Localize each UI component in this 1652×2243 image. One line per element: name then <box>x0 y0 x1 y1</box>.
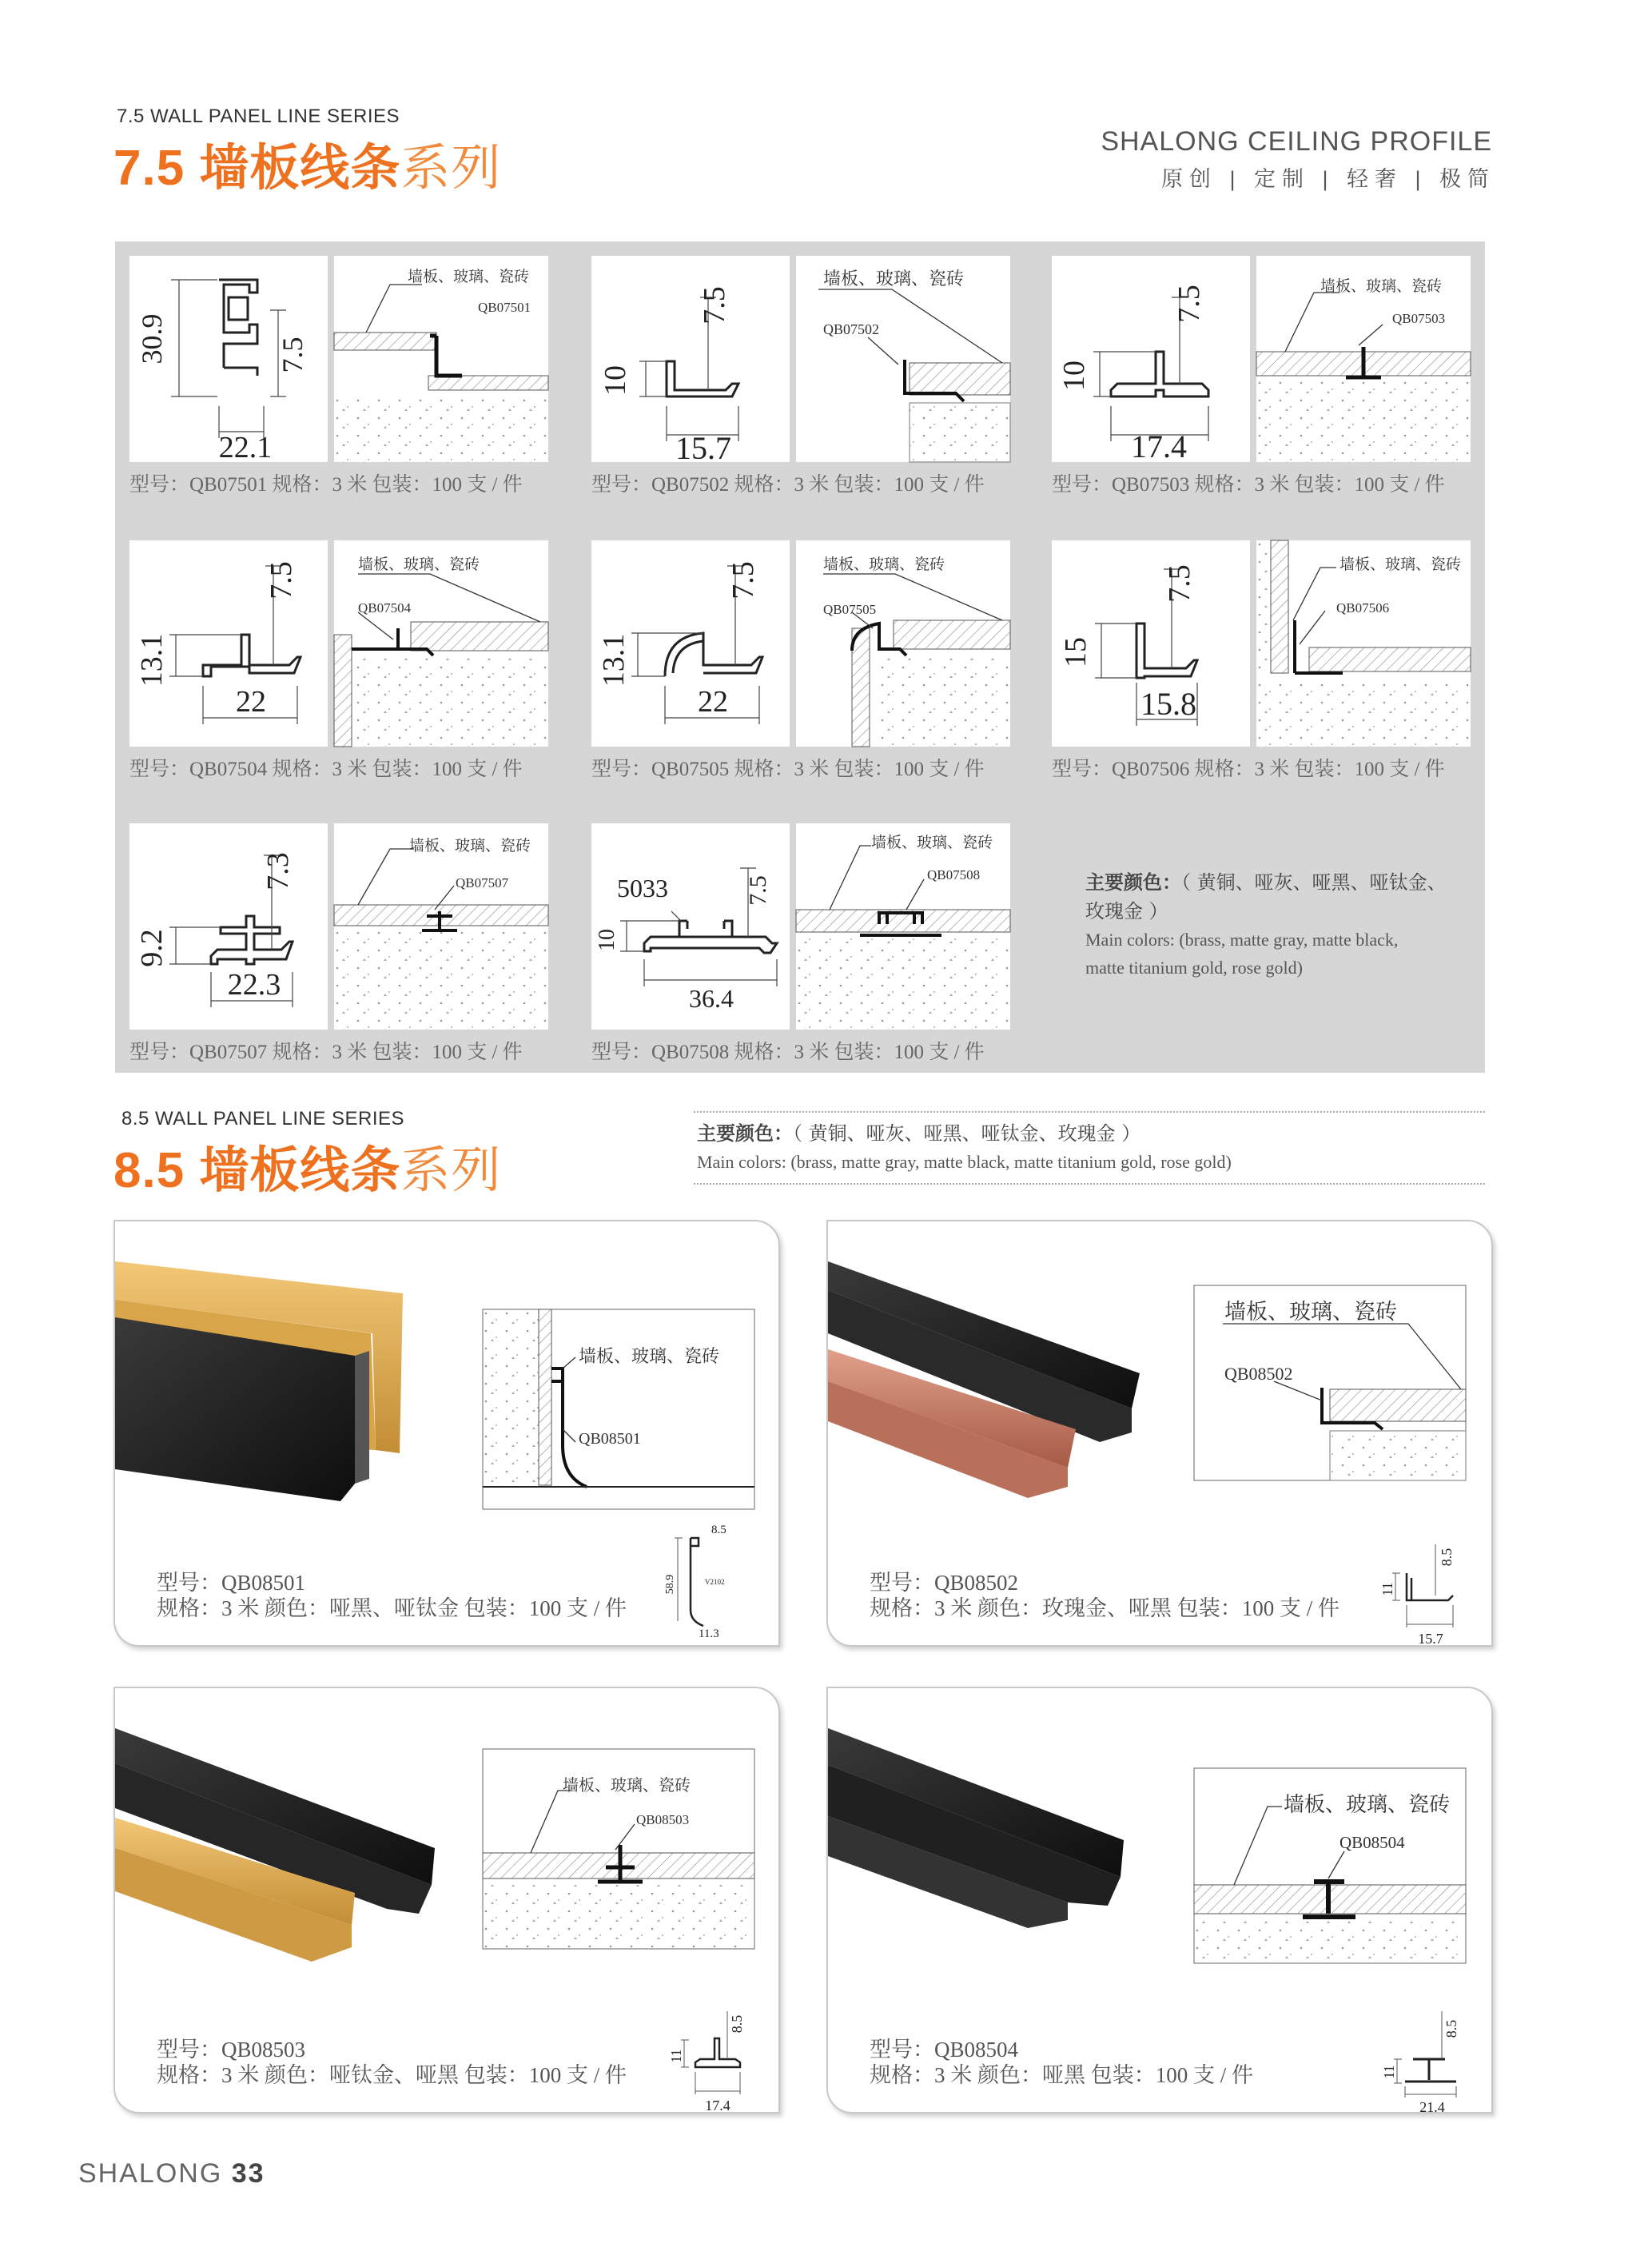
series85-title <box>113 1130 501 1201</box>
dim-width: 17.4 <box>1131 428 1187 464</box>
install-model: QB07501 <box>478 300 531 315</box>
install-model: QB07507 <box>456 875 509 890</box>
product-photo <box>115 1728 451 1984</box>
product-caption: 型号：QB07503 规格：3 米 包装：100 支 / 件 <box>1052 474 1445 496</box>
install-model: QB07506 <box>1336 600 1390 616</box>
dim-lip: 8.5 <box>1443 2019 1459 2038</box>
colors85-cn: （ 黄铜、哑灰、哑黑、哑钛金、玫瑰金 ） <box>793 1122 1141 1145</box>
dim-part-code: 5033 <box>617 874 668 902</box>
install-label: 墙板、玻璃、瓷砖 <box>408 269 530 285</box>
dim-height: 10 <box>1057 361 1091 391</box>
install-label: 墙板、玻璃、瓷砖 <box>358 556 480 573</box>
install-drawing <box>483 1749 754 1949</box>
install-model: QB08504 <box>1340 1833 1405 1852</box>
install-drawing <box>796 540 1010 747</box>
dim-top: 8.5 <box>711 1524 726 1536</box>
dim-lip: 8.5 <box>1439 1548 1455 1567</box>
dim-height: 30.9 <box>136 313 168 365</box>
dimension-drawing <box>129 256 328 462</box>
install-model: QB07508 <box>927 867 981 882</box>
product-card-qb07505 <box>577 526 1025 790</box>
dim-lip: 8.5 <box>729 2014 745 2034</box>
dimension-drawing <box>1052 256 1250 462</box>
dimension-drawing <box>591 540 790 747</box>
dim-lip: 7.5 <box>726 561 760 600</box>
install-label: 墙板、玻璃、瓷砖 <box>1320 278 1443 295</box>
colors85-label: 主要颜色： <box>697 1122 793 1145</box>
install-label: 墙板、玻璃、瓷砖 <box>823 556 945 573</box>
divider-top <box>694 1111 1485 1113</box>
product-card-qb07504 <box>115 526 563 790</box>
dim-width: 22.3 <box>227 968 281 1002</box>
dimension-drawing <box>591 823 790 1030</box>
product-caption: 型号：QB07505 规格：3 米 包装：100 支 / 件 <box>591 759 985 780</box>
colors-en-line2: matte titanium gold, rose gold) <box>1085 958 1303 978</box>
dim-lip: 7.5 <box>745 875 771 906</box>
install-model: QB07502 <box>823 321 880 337</box>
dim-width: 21.4 <box>1419 2099 1445 2115</box>
series85-title-lite: 系列 <box>400 1143 502 1198</box>
product-caption <box>157 2037 627 2088</box>
series75-title <box>113 128 501 199</box>
install-label: 墙板、玻璃、瓷砖 <box>563 1777 691 1795</box>
colors-label: 主要颜色： <box>1085 871 1181 894</box>
install-drawing <box>796 256 1010 462</box>
dim-height: 11 <box>1381 2065 1397 2079</box>
product-caption <box>870 2037 1253 2088</box>
install-label: 墙板、玻璃、瓷砖 <box>1284 1793 1451 1816</box>
product-caption: 型号：QB07508 规格：3 米 包装：100 支 / 件 <box>591 1042 985 1063</box>
install-label: 墙板、玻璃、瓷砖 <box>871 835 993 851</box>
install-label: 墙板、玻璃、瓷砖 <box>579 1346 720 1366</box>
divider-bottom <box>694 1183 1485 1185</box>
caption-spec: 规格：3 米 颜色：哑黑、哑钛金 包装：100 支 / 件 <box>157 1596 627 1620</box>
series75-colors-note <box>1085 868 1453 982</box>
brand-name: SHALONG CEILING PROFILE <box>1101 126 1492 157</box>
install-model: QB07503 <box>1392 311 1446 326</box>
product-card-qb07507 <box>115 809 563 1073</box>
dim-code: V2102 <box>705 1578 725 1586</box>
product-card-qb08504 <box>826 1687 1493 2114</box>
dim-height: 9.2 <box>135 929 169 967</box>
install-drawing <box>334 540 548 747</box>
series75-title-lite: 系列 <box>400 141 502 196</box>
dim-height: 15 <box>1059 637 1093 667</box>
install-drawing <box>334 256 548 462</box>
dim-height: 11 <box>1379 1582 1395 1596</box>
install-model: QB08503 <box>636 1812 690 1827</box>
caption-spec: 规格：3 米 颜色：哑黑 包装：100 支 / 件 <box>870 2063 1254 2087</box>
dimension-drawing <box>1052 540 1250 747</box>
product-caption: 型号：QB07501 规格：3 米 包装：100 支 / 件 <box>129 474 523 496</box>
product-caption: 型号：QB07504 规格：3 米 包装：100 支 / 件 <box>129 759 523 780</box>
install-drawing <box>796 823 1010 1030</box>
dimension-drawing <box>129 540 328 747</box>
dim-lip: 7.5 <box>698 286 731 325</box>
page-number: 33 <box>231 2158 265 2189</box>
dim-width: 22 <box>236 685 266 719</box>
dim-width: 11.3 <box>699 1627 719 1640</box>
series85-title-bold: 8.5 墙板线条 <box>113 1143 401 1198</box>
caption-model: 型号：QB08504 <box>870 2038 1019 2062</box>
caption-model: 型号：QB08503 <box>157 2038 306 2062</box>
dim-width: 36.4 <box>689 984 734 1013</box>
dimension-drawing <box>129 823 328 1030</box>
section-drawing <box>1379 1992 1467 2115</box>
dim-lip: 7.5 <box>277 337 309 373</box>
product-photo <box>828 1728 1164 1968</box>
series85-subtitle: 8.5 WALL PANEL LINE SERIES <box>121 1108 405 1129</box>
dim-height: 13.1 <box>135 633 169 687</box>
product-card-qb08503 <box>113 1687 780 2114</box>
caption-spec: 规格：3 米 颜色：哑钛金、哑黑 包装：100 支 / 件 <box>157 2063 627 2087</box>
product-photo <box>828 1261 1148 1517</box>
series75-title-bold: 7.5 墙板线条 <box>113 141 401 196</box>
footer <box>78 2158 265 2189</box>
brand-tagline: 原创 | 定制 | 轻奢 | 极简 <box>1160 167 1495 191</box>
dim-width: 15.8 <box>1140 686 1196 722</box>
product-card-qb07502 <box>577 241 1025 505</box>
install-model: QB08502 <box>1224 1364 1293 1384</box>
colors-en-line1: Main colors: (brass, matte gray, matte black, <box>1085 930 1399 950</box>
caption-model: 型号：QB08502 <box>870 1571 1019 1595</box>
series75-subtitle: 7.5 WALL PANEL LINE SERIES <box>117 106 400 127</box>
section-drawing <box>667 1992 754 2114</box>
install-label: 墙板、玻璃、瓷砖 <box>1340 556 1462 573</box>
dim-lip: 7.3 <box>261 852 295 890</box>
dim-width: 22 <box>698 685 728 719</box>
dim-height: 11 <box>668 2049 684 2063</box>
install-drawing <box>334 823 548 1030</box>
dimension-drawing <box>591 256 790 466</box>
product-photo <box>115 1261 435 1549</box>
dim-lip: 7.5 <box>1163 564 1196 603</box>
dim-width: 17.4 <box>705 2098 730 2114</box>
install-drawing <box>1256 540 1471 747</box>
product-card-qb07501 <box>115 241 563 505</box>
product-card-qb07506 <box>1037 526 1485 790</box>
install-model: QB08501 <box>579 1430 641 1448</box>
dim-lip: 7.5 <box>1172 285 1206 323</box>
product-card-qb08502 <box>826 1220 1493 1647</box>
install-drawing <box>483 1309 754 1509</box>
dim-width: 15.7 <box>675 430 731 466</box>
caption-model: 型号：QB08501 <box>157 1571 306 1595</box>
product-caption <box>157 1570 627 1621</box>
install-drawing <box>1194 1768 1466 1963</box>
dim-height: 10 <box>595 929 619 951</box>
product-card-qb08501 <box>113 1220 780 1647</box>
install-label: 墙板、玻璃、瓷砖 <box>823 269 965 289</box>
product-caption <box>870 1570 1340 1621</box>
footer-brand: SHALONG <box>78 2158 223 2189</box>
dim-height: 13.1 <box>597 633 631 687</box>
series85-colors-note <box>697 1119 1232 1176</box>
product-caption: 型号：QB07502 规格：3 米 包装：100 支 / 件 <box>591 474 985 496</box>
colors85-en: Main colors: (brass, matte gray, matte black, matte titanium gold, rose gold) <box>697 1152 1232 1172</box>
install-model: QB07505 <box>823 602 877 617</box>
product-caption: 型号：QB07507 规格：3 米 包装：100 支 / 件 <box>129 1042 523 1063</box>
product-card-qb07503 <box>1037 241 1485 505</box>
dim-height: 10 <box>599 365 632 396</box>
dim-lip: 7.5 <box>265 561 298 600</box>
product-caption: 型号：QB07506 规格：3 米 包装：100 支 / 件 <box>1052 759 1445 780</box>
install-label: 墙板、玻璃、瓷砖 <box>1224 1300 1397 1324</box>
colors-cn-line1: （ 黄铜、哑灰、哑黑、哑钛金、 <box>1181 871 1447 894</box>
dim-width: 22.1 <box>218 431 273 464</box>
install-drawing <box>1256 256 1471 462</box>
section-drawing <box>664 1517 754 1640</box>
caption-spec: 规格：3 米 颜色：玫瑰金、哑黑 包装：100 支 / 件 <box>870 1596 1340 1620</box>
install-drawing <box>1194 1285 1466 1480</box>
install-model: QB07504 <box>358 600 412 616</box>
dim-width: 15.7 <box>1418 1631 1443 1647</box>
colors-cn-line2: 玫瑰金 ） <box>1085 900 1168 922</box>
product-card-qb07508 <box>577 809 1025 1073</box>
install-label: 墙板、玻璃、瓷砖 <box>409 838 531 855</box>
section-drawing <box>1379 1525 1467 1647</box>
dim-height: 58.9 <box>664 1574 676 1595</box>
